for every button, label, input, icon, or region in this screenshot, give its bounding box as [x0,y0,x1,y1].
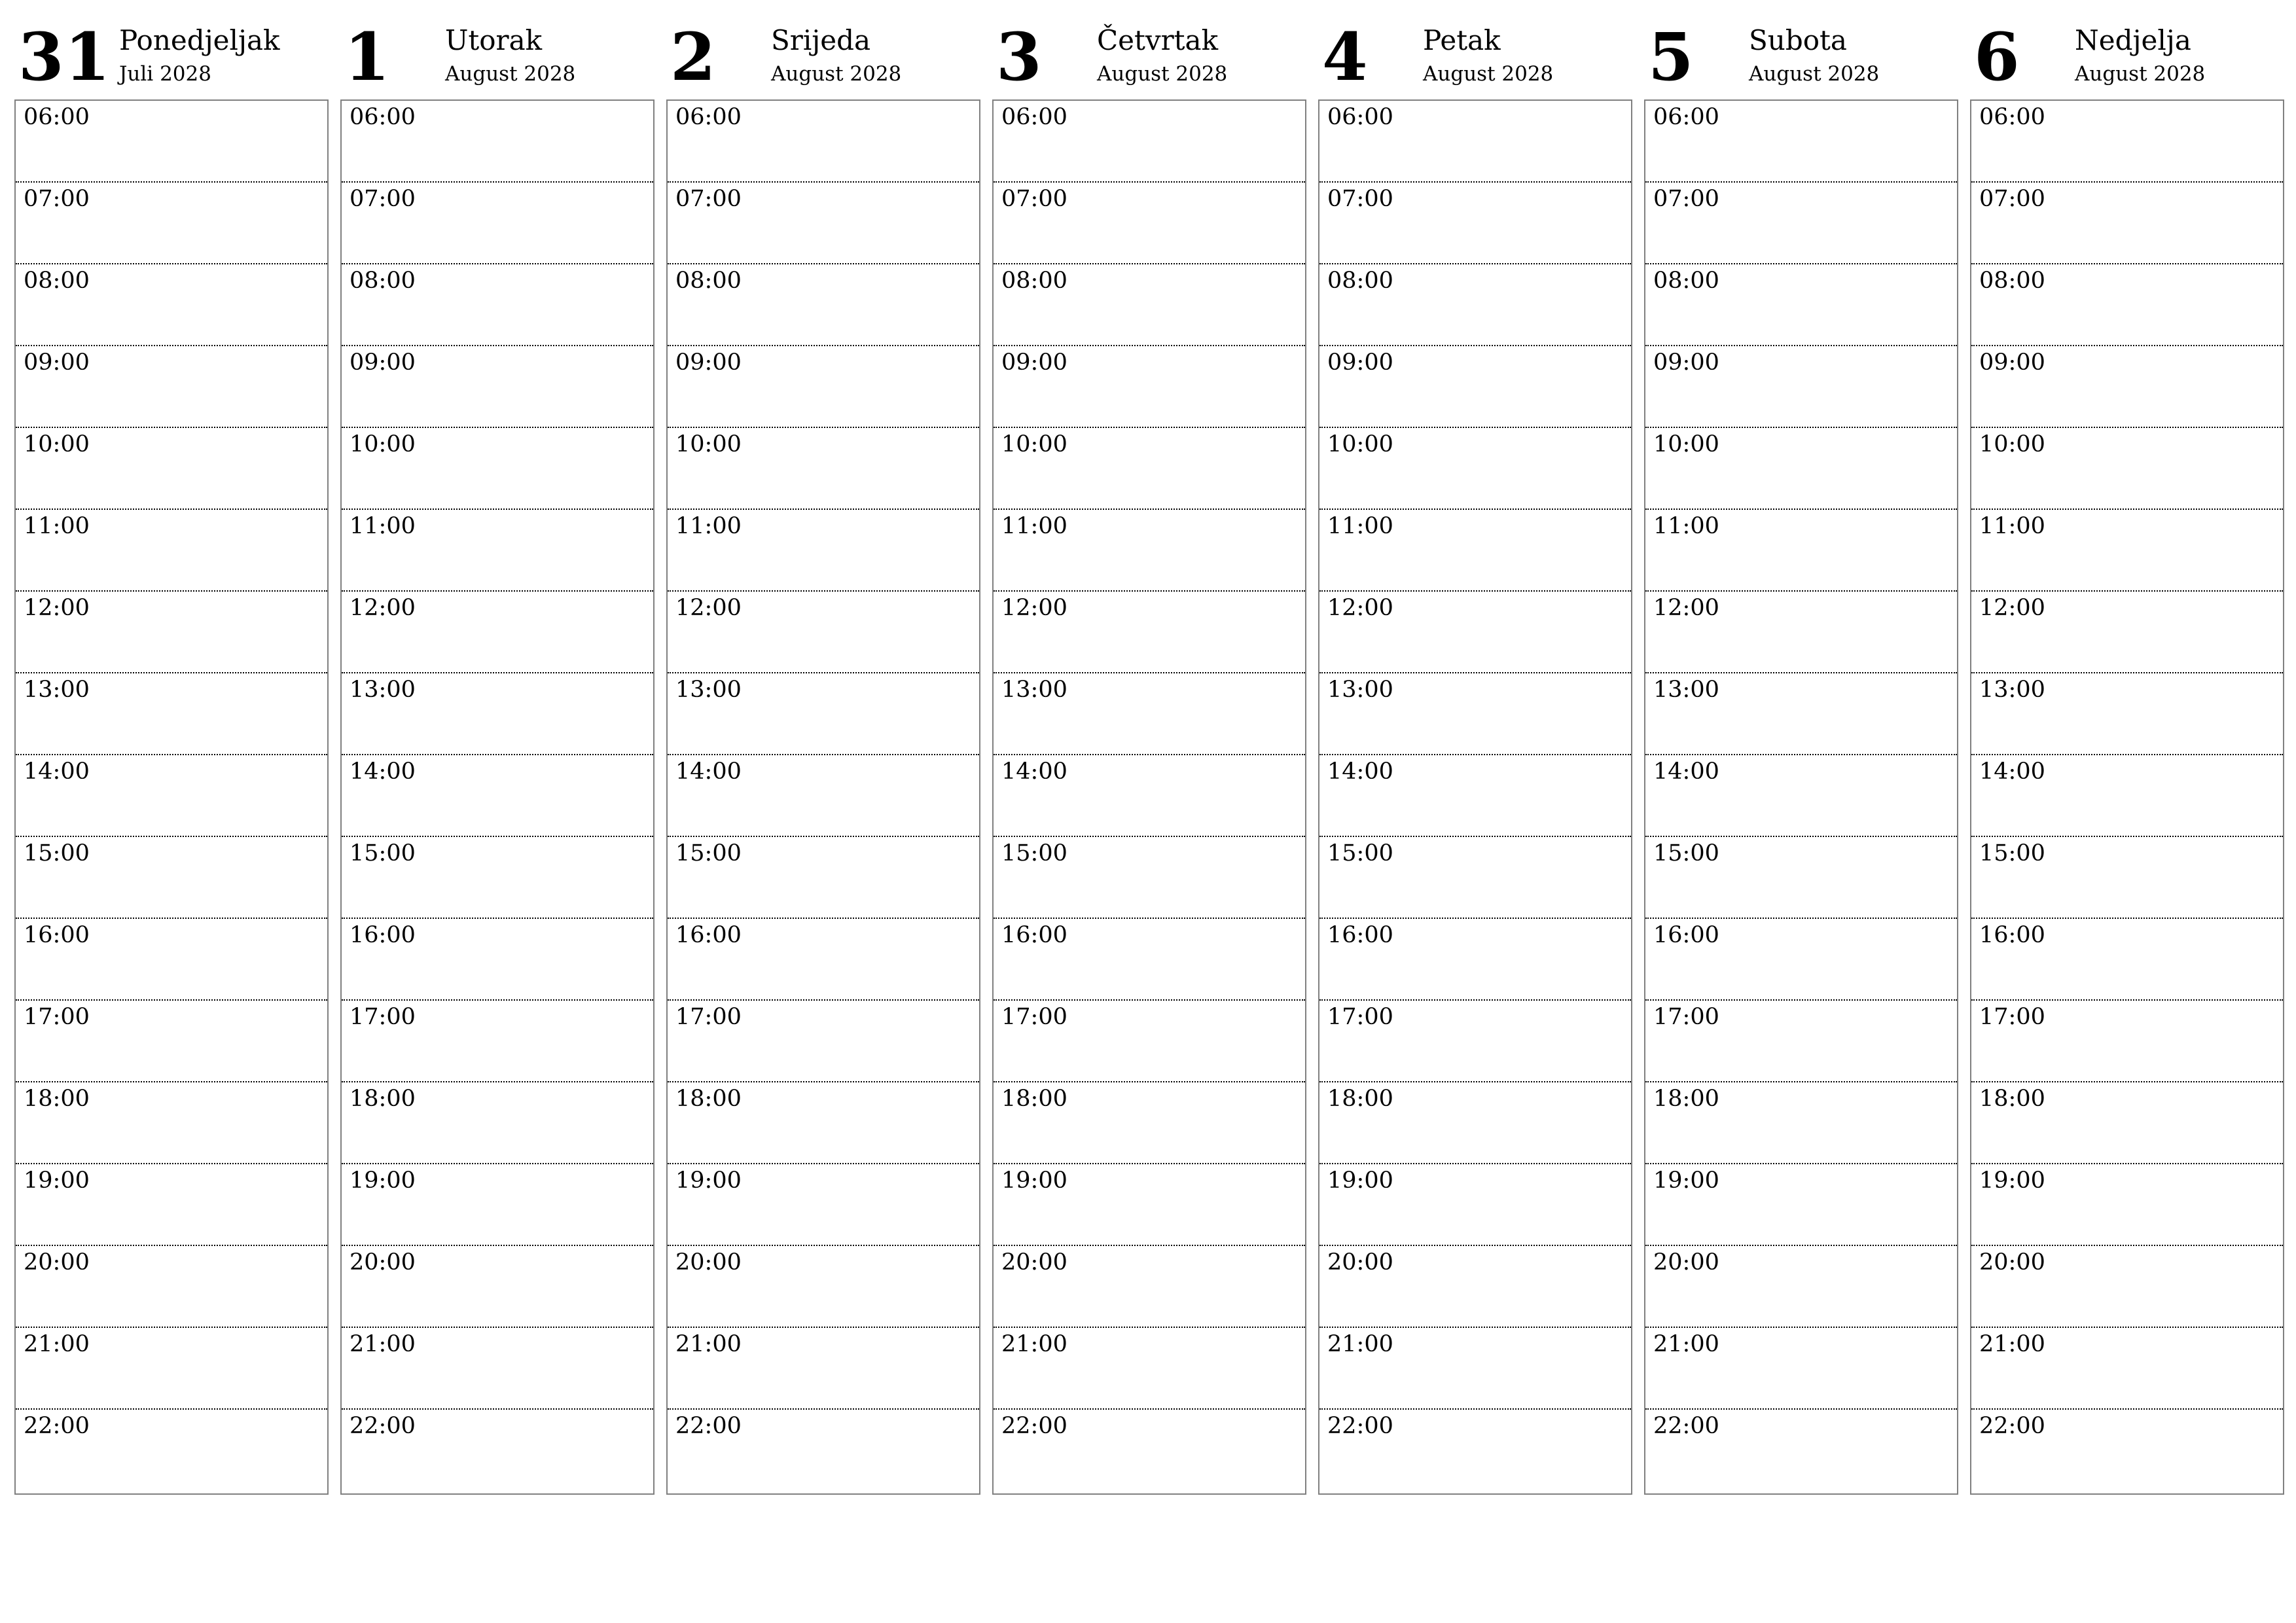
time-slot[interactable] [994,1328,1305,1410]
time-slots [992,99,1306,1495]
time-slot[interactable] [1645,510,1957,592]
day-month: August 2028 [771,62,902,86]
time-slot-label: 07:00 [24,186,90,212]
day-name: Petak [1423,24,1501,56]
time-slot-label: 06:00 [350,104,416,130]
time-slot-label: 21:00 [1327,1331,1393,1357]
time-slot[interactable] [16,592,327,673]
time-slot[interactable] [994,1246,1305,1328]
time-slot-label: 18:00 [350,1086,416,1112]
time-slot[interactable] [1971,673,2283,755]
time-slot[interactable] [668,1164,979,1246]
time-slot[interactable] [342,837,653,919]
time-slot-label: 14:00 [675,758,742,785]
day-number: 31 [18,18,111,96]
time-slot-label: 20:00 [1327,1249,1393,1275]
time-slot[interactable] [1319,919,1631,1001]
time-slot-label: 16:00 [1653,922,1719,948]
time-slot-label: 19:00 [1653,1168,1719,1194]
time-slot-label: 13:00 [1001,677,1067,703]
time-slot-label: 17:00 [24,1004,90,1030]
time-slot[interactable] [1971,1328,2283,1410]
time-slot-label: 18:00 [1653,1086,1719,1112]
time-slot[interactable] [16,183,327,264]
time-slot-label: 09:00 [675,349,742,376]
time-slot[interactable] [668,755,979,837]
time-slot[interactable] [1319,428,1631,510]
time-slot[interactable] [994,592,1305,673]
day-header [1970,0,2284,99]
time-slot[interactable] [342,183,653,264]
time-slot[interactable] [1319,837,1631,919]
time-slot-label: 11:00 [350,513,416,539]
time-slot-label: 10:00 [675,431,742,457]
time-slots [1644,99,1958,1495]
time-slot-label: 18:00 [1979,1086,2045,1112]
day-header [14,0,329,99]
time-slot-label: 19:00 [675,1168,742,1194]
time-slot-label: 17:00 [1979,1004,2045,1030]
time-slot-label: 11:00 [1001,513,1067,539]
time-slot-label: 13:00 [1653,677,1719,703]
time-slot[interactable] [1971,1246,2283,1328]
time-slot[interactable] [342,673,653,755]
time-slot[interactable] [16,428,327,510]
time-slot[interactable] [342,919,653,1001]
day-month: August 2028 [1423,62,1554,86]
time-slot[interactable] [994,1082,1305,1164]
time-slot[interactable] [1971,1082,2283,1164]
time-slot[interactable] [342,592,653,673]
time-slot-label: 19:00 [1001,1168,1067,1194]
time-slot[interactable] [994,919,1305,1001]
time-slot-label: 12:00 [1327,595,1393,621]
time-slot-label: 12:00 [350,595,416,621]
time-slot-label: 15:00 [1001,840,1067,866]
time-slots [666,99,980,1495]
time-slot[interactable] [16,673,327,755]
time-slot-label: 21:00 [1979,1331,2045,1357]
time-slot-label: 07:00 [1653,186,1719,212]
time-slot-label: 21:00 [675,1331,742,1357]
time-slot[interactable] [1645,264,1957,346]
time-slot-label: 11:00 [1979,513,2045,539]
day-month: August 2028 [1749,62,1880,86]
time-slot[interactable] [994,510,1305,592]
time-slot[interactable] [1645,346,1957,428]
time-slot[interactable] [16,1246,327,1328]
day-number: 3 [996,18,1043,96]
day-month: August 2028 [445,62,576,86]
time-slot[interactable] [16,101,327,183]
day-name: Nedjelja [2075,24,2191,56]
time-slot-label: 06:00 [1327,104,1393,130]
time-slot[interactable] [994,428,1305,510]
time-slot-label: 17:00 [1653,1004,1719,1030]
time-slot-label: 22:00 [24,1413,90,1439]
time-slot[interactable] [1971,919,2283,1001]
time-slot[interactable] [668,1246,979,1328]
time-slot[interactable] [668,101,979,183]
time-slot-label: 09:00 [24,349,90,376]
time-slot-label: 10:00 [1653,431,1719,457]
time-slot-label: 16:00 [350,922,416,948]
time-slot-label: 07:00 [1979,186,2045,212]
time-slot[interactable] [1645,1164,1957,1246]
time-slot[interactable] [1645,837,1957,919]
time-slot[interactable] [342,1410,653,1491]
time-slot[interactable] [342,1001,653,1082]
time-slot-label: 15:00 [350,840,416,866]
time-slot-label: 08:00 [1653,268,1719,294]
time-slot-label: 14:00 [1327,758,1393,785]
time-slot-label: 10:00 [1001,431,1067,457]
time-slot[interactable] [16,1410,327,1491]
time-slot-label: 16:00 [1979,922,2045,948]
time-slot[interactable] [1319,1328,1631,1410]
time-slot[interactable] [16,837,327,919]
time-slot[interactable] [16,1082,327,1164]
time-slot[interactable] [668,1410,979,1491]
time-slot-label: 19:00 [1327,1168,1393,1194]
time-slot[interactable] [1645,101,1957,183]
time-slot[interactable] [342,346,653,428]
time-slot[interactable] [994,1001,1305,1082]
time-slot[interactable] [16,346,327,428]
time-slot-label: 11:00 [1653,513,1719,539]
day-month: August 2028 [1097,62,1228,86]
time-slot-label: 18:00 [675,1086,742,1112]
time-slot[interactable] [1971,592,2283,673]
time-slot[interactable] [994,1410,1305,1491]
day-month: August 2028 [2075,62,2206,86]
time-slot-label: 12:00 [675,595,742,621]
time-slot[interactable] [16,1001,327,1082]
time-slot[interactable] [342,1082,653,1164]
time-slot[interactable] [1971,1164,2283,1246]
time-slot-label: 12:00 [1001,595,1067,621]
time-slot[interactable] [1319,673,1631,755]
time-slot[interactable] [1319,755,1631,837]
time-slot[interactable] [668,1082,979,1164]
time-slot-label: 13:00 [675,677,742,703]
time-slot-label: 08:00 [1001,268,1067,294]
time-slot[interactable] [1319,1082,1631,1164]
time-slot[interactable] [668,183,979,264]
time-slot-label: 07:00 [675,186,742,212]
time-slot-label: 13:00 [24,677,90,703]
time-slot-label: 10:00 [350,431,416,457]
time-slot-label: 11:00 [675,513,742,539]
time-slot-label: 15:00 [1979,840,2045,866]
day-number: 2 [670,18,717,96]
time-slot[interactable] [1971,1410,2283,1491]
time-slot-label: 22:00 [1653,1413,1719,1439]
time-slot-label: 22:00 [675,1413,742,1439]
time-slot-label: 12:00 [1653,595,1719,621]
time-slot-label: 10:00 [1327,431,1393,457]
time-slot[interactable] [994,346,1305,428]
day-number: 5 [1648,18,1695,96]
time-slot[interactable] [16,919,327,1001]
time-slot[interactable] [1319,183,1631,264]
time-slot-label: 21:00 [1001,1331,1067,1357]
time-slot[interactable] [1971,346,2283,428]
time-slot-label: 16:00 [675,922,742,948]
time-slot[interactable] [668,837,979,919]
time-slot[interactable] [1971,428,2283,510]
time-slot[interactable] [1319,510,1631,592]
time-slot-label: 17:00 [1001,1004,1067,1030]
time-slot-label: 06:00 [1653,104,1719,130]
time-slot-label: 09:00 [1653,349,1719,376]
time-slot[interactable] [994,755,1305,837]
time-slot-label: 20:00 [350,1249,416,1275]
time-slot[interactable] [1645,1246,1957,1328]
time-slot[interactable] [16,1328,327,1410]
time-slot-label: 11:00 [24,513,90,539]
time-slot[interactable] [342,755,653,837]
time-slot-label: 20:00 [1653,1249,1719,1275]
day-month: Juli 2028 [119,62,211,86]
time-slot-label: 21:00 [1653,1331,1719,1357]
time-slot[interactable] [994,673,1305,755]
time-slot[interactable] [668,592,979,673]
time-slot[interactable] [1645,1328,1957,1410]
time-slot-label: 22:00 [1001,1413,1067,1439]
time-slot-label: 21:00 [350,1331,416,1357]
time-slot[interactable] [1971,264,2283,346]
day-header [1318,0,1632,99]
day-name: Četvrtak [1097,24,1219,56]
time-slot-label: 15:00 [675,840,742,866]
time-slot-label: 22:00 [1327,1413,1393,1439]
time-slot[interactable] [668,428,979,510]
day-name: Ponedjeljak [119,24,280,56]
time-slot-label: 13:00 [1327,677,1393,703]
time-slot-label: 06:00 [1979,104,2045,130]
time-slot[interactable] [16,755,327,837]
time-slot[interactable] [1645,1001,1957,1082]
time-slot-label: 16:00 [1001,922,1067,948]
time-slot-label: 09:00 [1979,349,2045,376]
day-header [666,0,980,99]
time-slot[interactable] [342,101,653,183]
time-slot-label: 15:00 [24,840,90,866]
time-slot-label: 20:00 [675,1249,742,1275]
time-slot-label: 10:00 [1979,431,2045,457]
time-slot[interactable] [1319,101,1631,183]
time-slot-label: 09:00 [1001,349,1067,376]
day-name: Utorak [445,24,543,56]
time-slot-label: 19:00 [1979,1168,2045,1194]
time-slot[interactable] [668,510,979,592]
time-slot[interactable] [668,1328,979,1410]
time-slot[interactable] [994,101,1305,183]
time-slot-label: 08:00 [1979,268,2045,294]
time-slot-label: 13:00 [350,677,416,703]
time-slot-label: 06:00 [1001,104,1067,130]
day-header [1644,0,1958,99]
time-slot-label: 18:00 [1001,1086,1067,1112]
time-slot[interactable] [1645,673,1957,755]
time-slot[interactable] [16,264,327,346]
time-slot[interactable] [994,264,1305,346]
time-slot[interactable] [1645,592,1957,673]
time-slot[interactable] [668,1001,979,1082]
time-slot-label: 11:00 [1327,513,1393,539]
time-slot[interactable] [1645,428,1957,510]
time-slot-label: 17:00 [675,1004,742,1030]
time-slot[interactable] [1645,919,1957,1001]
time-slot[interactable] [1645,1082,1957,1164]
time-slot-label: 08:00 [1327,268,1393,294]
time-slot-label: 06:00 [675,104,742,130]
time-slot[interactable] [994,837,1305,919]
time-slot-label: 20:00 [1979,1249,2045,1275]
time-slot-label: 09:00 [1327,349,1393,376]
time-slot[interactable] [1319,1164,1631,1246]
time-slot-label: 20:00 [1001,1249,1067,1275]
time-slot-label: 08:00 [24,268,90,294]
time-slot[interactable] [1319,1410,1631,1491]
time-slot[interactable] [342,510,653,592]
time-slot[interactable] [342,1164,653,1246]
time-slot-label: 20:00 [24,1249,90,1275]
time-slot[interactable] [16,510,327,592]
time-slot[interactable] [1645,1410,1957,1491]
time-slot-label: 16:00 [1327,922,1393,948]
time-slot[interactable] [1971,183,2283,264]
time-slot[interactable] [668,673,979,755]
time-slot[interactable] [1645,183,1957,264]
time-slot-label: 18:00 [24,1086,90,1112]
time-slot-label: 19:00 [24,1168,90,1194]
time-slot[interactable] [1971,837,2283,919]
day-number: 1 [344,18,391,96]
time-slot-label: 18:00 [1327,1086,1393,1112]
day-name: Srijeda [771,24,871,56]
time-slot-label: 06:00 [24,104,90,130]
time-slot-label: 16:00 [24,922,90,948]
time-slots [1970,99,2284,1495]
day-number: 6 [1974,18,2020,96]
time-slot-label: 12:00 [24,595,90,621]
time-slot[interactable] [668,919,979,1001]
time-slot-label: 14:00 [1979,758,2045,785]
time-slot-label: 17:00 [1327,1004,1393,1030]
time-slot[interactable] [668,346,979,428]
time-slot-label: 14:00 [1001,758,1067,785]
time-slot-label: 13:00 [1979,677,2045,703]
time-slot-label: 07:00 [1001,186,1067,212]
time-slot-label: 14:00 [350,758,416,785]
time-slot-label: 17:00 [350,1004,416,1030]
time-slot-label: 08:00 [675,268,742,294]
time-slots [1318,99,1632,1495]
time-slot-label: 15:00 [1327,840,1393,866]
time-slot-label: 21:00 [24,1331,90,1357]
time-slots [14,99,329,1495]
time-slot-label: 14:00 [1653,758,1719,785]
time-slot-label: 07:00 [350,186,416,212]
time-slot-label: 10:00 [24,431,90,457]
time-slot[interactable] [342,428,653,510]
day-header [992,0,1306,99]
time-slot-label: 08:00 [350,268,416,294]
day-header [340,0,655,99]
time-slot-label: 22:00 [1979,1413,2045,1439]
time-slot[interactable] [1319,592,1631,673]
time-slot[interactable] [342,264,653,346]
day-name: Subota [1749,24,1847,56]
time-slots [340,99,655,1495]
time-slot-label: 14:00 [24,758,90,785]
time-slot[interactable] [1319,264,1631,346]
time-slot[interactable] [1971,101,2283,183]
time-slot[interactable] [668,264,979,346]
time-slot-label: 07:00 [1327,186,1393,212]
time-slot-label: 12:00 [1979,595,2045,621]
time-slot-label: 22:00 [350,1413,416,1439]
time-slot[interactable] [342,1328,653,1410]
time-slot[interactable] [16,1164,327,1246]
time-slot[interactable] [1971,510,2283,592]
time-slot-label: 19:00 [350,1168,416,1194]
time-slot[interactable] [1319,1246,1631,1328]
time-slot[interactable] [1319,1001,1631,1082]
time-slot[interactable] [1645,755,1957,837]
time-slot[interactable] [1319,346,1631,428]
time-slot[interactable] [994,1164,1305,1246]
day-number: 4 [1322,18,1369,96]
time-slot[interactable] [1971,755,2283,837]
time-slot-label: 09:00 [350,349,416,376]
time-slot[interactable] [342,1246,653,1328]
time-slot[interactable] [1971,1001,2283,1082]
time-slot[interactable] [994,183,1305,264]
time-slot-label: 15:00 [1653,840,1719,866]
